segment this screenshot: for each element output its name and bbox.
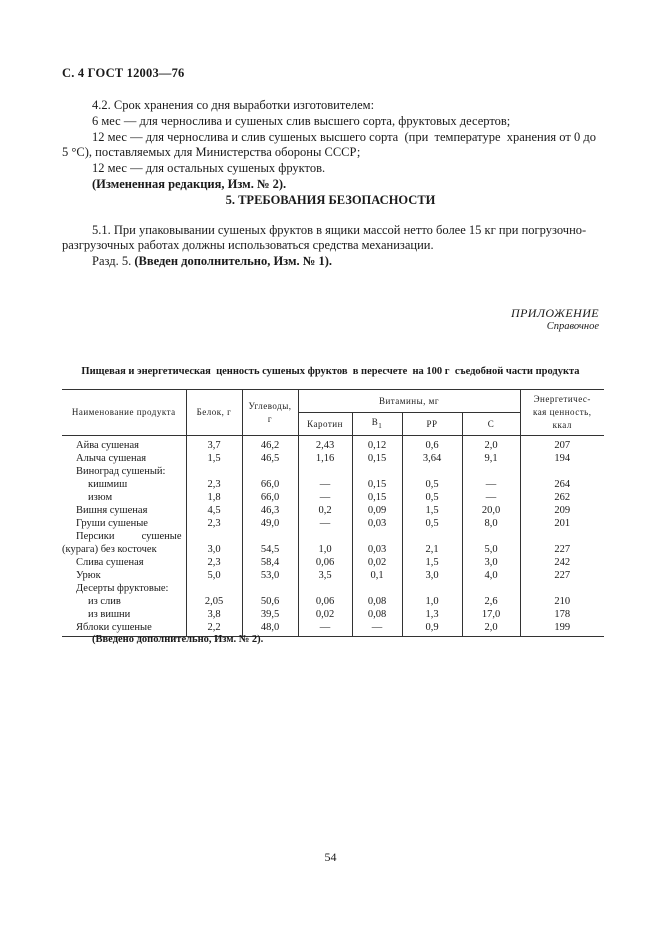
cell-carotene: 0,02 <box>298 608 352 621</box>
table-row <box>62 517 604 530</box>
cell-energy: 199 <box>520 621 604 637</box>
paragraph-12-months-line1: 12 мес — для чернослива и слив сушеных высшего сорта (при температуре хранения от 0 до <box>92 130 596 144</box>
cell-pp: 1,3 <box>402 608 462 621</box>
cell-pp: 3,64 <box>402 452 462 465</box>
header-energy-line3: ккал <box>552 420 572 430</box>
table-row <box>62 491 604 504</box>
cell-pp <box>402 530 462 543</box>
table-row <box>62 595 604 608</box>
cell-c: 2,0 <box>462 436 520 453</box>
table-caption: Пищевая и энергетическая ценность сушеных фруктов в пересчете на 100 г съедобной части продукта <box>81 366 580 377</box>
section-5-note-prefix: Разд. 5. <box>92 254 135 268</box>
header-energy-line2: кая ценность, <box>532 407 592 417</box>
cell-carbs: 48,0 <box>242 621 298 637</box>
cell-energy <box>520 530 604 543</box>
cell-b1: 0,1 <box>352 569 402 582</box>
cell-b1: 0,15 <box>352 452 402 465</box>
cell-c: 20,0 <box>462 504 520 517</box>
header-b1-letter: B <box>371 416 379 427</box>
cell-protein: 5,0 <box>186 569 242 582</box>
header-energy <box>520 390 604 436</box>
row-label: Алыча сушеная <box>76 453 147 464</box>
cell-carotene <box>298 530 352 543</box>
cell-protein: 4,5 <box>186 504 242 517</box>
cell-protein: 2,2 <box>186 621 242 637</box>
cell-energy: 210 <box>520 595 604 608</box>
header-carbs-line1: Углеводы, <box>248 400 292 411</box>
cell-name <box>62 517 186 530</box>
table-row <box>62 582 604 595</box>
cell-energy: 201 <box>520 517 604 530</box>
cell-pp <box>402 465 462 478</box>
row-label: кишмиш <box>88 479 128 490</box>
cell-pp: 0,6 <box>402 436 462 453</box>
cell-b1: 0,08 <box>352 595 402 608</box>
paragraph-5-1-line2: разгрузочных работах должны использоваться средства механизации. <box>62 238 434 252</box>
cell-name <box>62 452 186 465</box>
cell-carbs: 39,5 <box>242 608 298 621</box>
cell-pp: 0,9 <box>402 621 462 637</box>
cell-b1 <box>352 582 402 595</box>
cell-protein: 2,3 <box>186 517 242 530</box>
cell-protein <box>186 465 242 478</box>
cell-energy: 178 <box>520 608 604 621</box>
cell-carbs <box>242 530 298 543</box>
cell-pp: 2,1 <box>402 543 462 556</box>
cell-c: 3,0 <box>462 556 520 569</box>
cell-c: 2,6 <box>462 595 520 608</box>
cell-energy: 227 <box>520 543 604 556</box>
table-row <box>62 452 604 465</box>
row-label: (курага) без косточек <box>62 544 157 555</box>
cell-carbs <box>242 465 298 478</box>
row-label: Слива сушеная <box>76 557 144 568</box>
cell-protein: 1,5 <box>186 452 242 465</box>
cell-name <box>62 478 186 491</box>
cell-carotene: 0,06 <box>298 595 352 608</box>
cell-protein: 2,3 <box>186 556 242 569</box>
document-header: С. 4 ГОСТ 12003—76 <box>62 66 185 80</box>
cell-protein <box>186 530 242 543</box>
header-pp: PP <box>402 413 462 436</box>
row-label: изюм <box>88 492 113 503</box>
table-body <box>62 436 604 637</box>
cell-carbs: 58,4 <box>242 556 298 569</box>
table-row <box>62 543 604 556</box>
cell-c: 17,0 <box>462 608 520 621</box>
table-row <box>62 504 604 517</box>
cell-carotene <box>298 465 352 478</box>
cell-name <box>62 608 186 621</box>
header-energy-line1: Энергетичес- <box>533 394 591 404</box>
cell-energy: 207 <box>520 436 604 453</box>
cell-b1 <box>352 530 402 543</box>
cell-pp: 3,0 <box>402 569 462 582</box>
cell-c <box>462 465 520 478</box>
cell-b1: 0,02 <box>352 556 402 569</box>
row-label: Урюк <box>76 570 101 581</box>
header-carotene: Каротин <box>298 413 352 436</box>
cell-protein: 3,8 <box>186 608 242 621</box>
cell-carotene: 0,06 <box>298 556 352 569</box>
header-carbs-line2: г <box>267 413 273 424</box>
row-label: Яблоки сушеные <box>76 622 152 633</box>
cell-carotene: — <box>298 517 352 530</box>
table-row <box>62 465 604 478</box>
cell-energy: 209 <box>520 504 604 517</box>
amendment-note-2: (Измененная редакция, Изм. № 2). <box>92 177 287 191</box>
cell-c: 8,0 <box>462 517 520 530</box>
row-label: Вишня сушеная <box>76 505 148 516</box>
cell-energy: 264 <box>520 478 604 491</box>
cell-c: 9,1 <box>462 452 520 465</box>
cell-protein: 3,7 <box>186 436 242 453</box>
cell-c: 5,0 <box>462 543 520 556</box>
header-vitamins: Витамины, мг <box>298 390 520 413</box>
cell-name <box>62 569 186 582</box>
cell-carotene: 1,0 <box>298 543 352 556</box>
cell-b1: 0,03 <box>352 543 402 556</box>
cell-name <box>62 582 186 595</box>
cell-carbs: 46,3 <box>242 504 298 517</box>
cell-b1: 0,08 <box>352 608 402 621</box>
cell-b1: 0,09 <box>352 504 402 517</box>
cell-protein: 2,05 <box>186 595 242 608</box>
cell-pp: 0,5 <box>402 491 462 504</box>
cell-carotene <box>298 582 352 595</box>
cell-carbs: 66,0 <box>242 491 298 504</box>
cell-carbs: 49,0 <box>242 517 298 530</box>
section-5-note-amendment: (Введен дополнительно, Изм. № 1). <box>134 254 333 268</box>
table-row <box>62 556 604 569</box>
header-carbs <box>242 390 298 436</box>
cell-carbs: 53,0 <box>242 569 298 582</box>
cell-b1: 0,15 <box>352 478 402 491</box>
nutrition-table <box>62 389 604 637</box>
cell-carotene: — <box>298 478 352 491</box>
row-label-justified <box>62 530 184 543</box>
appendix-title: ПРИЛОЖЕНИЕ <box>511 306 599 320</box>
table-row <box>62 608 604 621</box>
cell-pp: 1,5 <box>402 504 462 517</box>
header-b1-subscript: 1 <box>378 421 383 430</box>
cell-protein: 2,3 <box>186 478 242 491</box>
section-5-title: 5. ТРЕБОВАНИЯ БЕЗОПАСНОСТИ <box>225 193 436 207</box>
cell-energy: 194 <box>520 452 604 465</box>
page-number: 54 <box>324 850 337 864</box>
table-row <box>62 569 604 582</box>
table-row <box>62 436 604 453</box>
cell-energy: 242 <box>520 556 604 569</box>
cell-name <box>62 595 186 608</box>
cell-energy <box>520 582 604 595</box>
table-amendment-note: (Введено дополнительно, Изм. № 2). <box>92 634 264 645</box>
row-label: из вишни <box>88 609 131 620</box>
cell-c <box>462 582 520 595</box>
cell-c: — <box>462 491 520 504</box>
cell-energy: 262 <box>520 491 604 504</box>
cell-carotene: 3,5 <box>298 569 352 582</box>
header-c: C <box>462 413 520 436</box>
appendix-subtitle: Справочное <box>546 321 599 332</box>
cell-carotene: — <box>298 491 352 504</box>
row-label: Десерты фруктовые: <box>76 583 169 594</box>
cell-name <box>62 436 186 453</box>
cell-carbs: 54,5 <box>242 543 298 556</box>
cell-carotene: 1,16 <box>298 452 352 465</box>
cell-carbs: 46,2 <box>242 436 298 453</box>
cell-carbs: 46,5 <box>242 452 298 465</box>
table-header <box>62 390 604 436</box>
row-label: Айва сушеная <box>76 440 139 451</box>
section-5-note <box>92 254 332 270</box>
cell-c: — <box>462 478 520 491</box>
cell-protein: 1,8 <box>186 491 242 504</box>
cell-carotene: 2,43 <box>298 436 352 453</box>
cell-c: 4,0 <box>462 569 520 582</box>
cell-pp: 0,5 <box>402 517 462 530</box>
header-product-name: Наименование продукта <box>62 390 186 436</box>
table-row <box>62 530 604 543</box>
cell-carotene: 0,2 <box>298 504 352 517</box>
cell-name <box>62 491 186 504</box>
table-row <box>62 478 604 491</box>
paragraph-4-2: 4.2. Срок хранения со дня выработки изготовителем: <box>92 98 375 112</box>
cell-b1: 0,15 <box>352 491 402 504</box>
cell-energy: 227 <box>520 569 604 582</box>
paragraph-6-months: 6 мес — для чернослива и сушеных слив высшего сорта, фруктовых десертов; <box>92 114 511 128</box>
cell-name <box>62 543 186 556</box>
cell-b1: 0,12 <box>352 436 402 453</box>
cell-protein: 3,0 <box>186 543 242 556</box>
paragraph-12-months-other: 12 мес — для остальных сушеных фруктов. <box>92 161 326 175</box>
cell-carbs: 50,6 <box>242 595 298 608</box>
paragraph-12-months-line2: 5 °С), поставляемых для Министерства обороны СССР; <box>62 145 361 159</box>
row-label: из слив <box>88 596 121 607</box>
cell-name <box>62 556 186 569</box>
row-label: Виноград сушеный: <box>76 466 166 477</box>
cell-name <box>62 504 186 517</box>
cell-b1: — <box>352 621 402 637</box>
cell-name <box>62 530 186 543</box>
cell-energy <box>520 465 604 478</box>
cell-carbs <box>242 582 298 595</box>
header-protein: Белок, г <box>186 390 242 436</box>
row-label-part-a: Персики <box>76 531 115 542</box>
row-label-part-b: сушеные <box>141 531 182 542</box>
cell-pp: 0,5 <box>402 478 462 491</box>
cell-name <box>62 465 186 478</box>
cell-pp <box>402 582 462 595</box>
cell-c: 2,0 <box>462 621 520 637</box>
cell-pp: 1,5 <box>402 556 462 569</box>
cell-carbs: 66,0 <box>242 478 298 491</box>
cell-carotene: — <box>298 621 352 637</box>
row-label: Груши сушеные <box>76 518 148 529</box>
cell-c <box>462 530 520 543</box>
cell-pp: 1,0 <box>402 595 462 608</box>
cell-protein <box>186 582 242 595</box>
header-b1 <box>352 413 402 436</box>
cell-b1 <box>352 465 402 478</box>
cell-b1: 0,03 <box>352 517 402 530</box>
paragraph-5-1-line1: 5.1. При упаковывании сушеных фруктов в ящики массой нетто более 15 кг при погрузочно- <box>92 223 587 237</box>
